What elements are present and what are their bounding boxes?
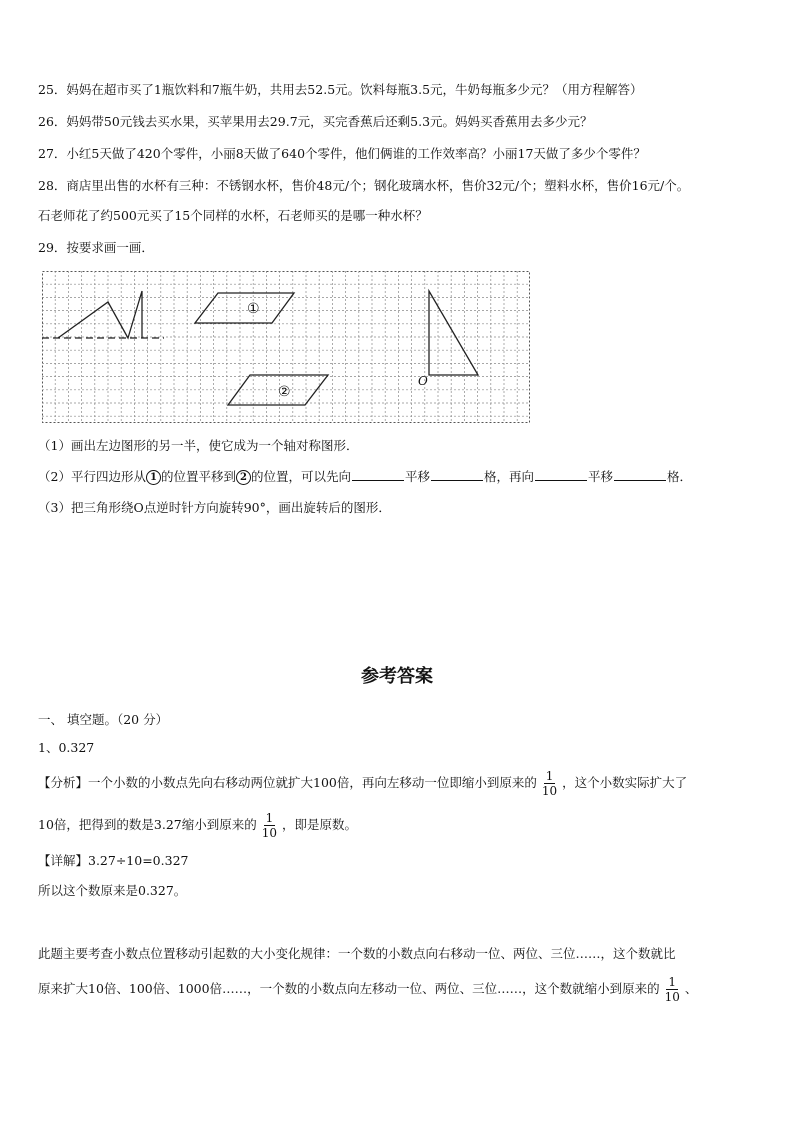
blank-direction-1[interactable] xyxy=(352,468,404,481)
circle-number-2: 2 xyxy=(236,470,251,485)
fraction-numerator: 1 xyxy=(545,769,554,783)
analysis-text-d: ，即是原数。 xyxy=(282,817,358,832)
question-28-line-1: 28．商店里出售的水杯有三种：不锈钢水杯，售价48元/个；钢化玻璃水杯，售价32元/个；塑料水杯，售价16元/个。 xyxy=(38,178,690,193)
summary-line-1: 此题主要考查小数点位置移动引起数的大小变化规律：一个数的小数点向右移动一位、两位、三位……，这个数就比 xyxy=(38,946,676,961)
sub-question-2-text-f: 平移 xyxy=(588,469,614,484)
sub-question-3: （3）把三角形绕O点逆时针方向旋转90°，画出旋转后的图形． xyxy=(38,500,391,515)
label-circle-2: ② xyxy=(278,384,291,400)
label-point-o: O xyxy=(418,374,428,388)
label-circle-1: ① xyxy=(247,301,260,317)
figure-shapes xyxy=(42,291,478,405)
sub-question-2-text-d: 平移 xyxy=(405,469,431,484)
question-27: 27．小红5天做了420个零件，小丽8天做了640个零件，他们俩谁的工作效率高？小丽17天做了多少个零件？ xyxy=(38,146,646,161)
sub-question-2-text-b: 的位置平移到 xyxy=(160,469,236,484)
question-26: 26．妈妈带50元钱去买水果，买苹果用去29.7元，买完香蕉后还剩5.3元。妈妈买香蕉用去多少元？ xyxy=(38,114,593,129)
answer-item-1: 1、0.327 xyxy=(38,740,95,755)
sub-question-2-text-a: （2）平行四边形从 xyxy=(38,469,146,484)
summary-text-c: 、 xyxy=(684,981,698,996)
grid-figure xyxy=(42,271,530,423)
fraction-numerator: 1 xyxy=(265,811,274,825)
blank-count-2[interactable] xyxy=(614,468,666,481)
summary-line-2 xyxy=(38,972,697,1006)
sub-question-1: （1）画出左边图形的另一半，使它成为一个轴对称图形． xyxy=(38,438,359,453)
fraction-numerator: 1 xyxy=(668,975,677,989)
analysis-text-a: 【分析】一个小数的小数点先向右移动两位就扩大100倍，再向左移动一位即缩小到原来的 xyxy=(38,775,537,790)
answer-section-heading: 一、 填空题。（20 分） xyxy=(38,712,169,727)
question-28-line-2: 石老师花了约500元买了15个同样的水杯，石老师买的是哪一种水杯？ xyxy=(38,208,428,223)
conclusion-line: 所以这个数原来是0.327。 xyxy=(38,883,187,898)
summary-text-b: 原来扩大10倍、100倍、1000倍……，一个数的小数点向左移动一位、两位、三位……，这个数就缩小到原来的 xyxy=(38,981,660,996)
fraction-one-tenth xyxy=(540,769,559,798)
circle-number-1: 1 xyxy=(146,470,161,485)
detail-line: 【详解】3.27÷10=0.327 xyxy=(38,853,189,868)
fraction-one-tenth xyxy=(663,975,682,1004)
question-29: 29．按要求画一画． xyxy=(38,240,154,255)
question-25: 25．妈妈在超市买了1瓶饮料和7瓶牛奶，共用去52.5元。饮料每瓶3.5元，牛奶每瓶多少元？（用方程解答） xyxy=(38,82,643,97)
sub-question-2-text-e: 格，再向 xyxy=(484,469,535,484)
triangle xyxy=(429,291,478,375)
blank-direction-2[interactable] xyxy=(535,468,587,481)
analysis-text-b: ，这个小数实际扩大了 xyxy=(562,775,688,790)
fraction-denominator: 10 xyxy=(261,826,278,840)
sub-question-2 xyxy=(38,468,692,485)
half-figure xyxy=(58,291,142,338)
blank-count-1[interactable] xyxy=(431,468,483,481)
sub-question-2-text-c: 的位置，可以先向 xyxy=(250,469,351,484)
fraction-one-tenth xyxy=(260,811,279,840)
analysis-line-2 xyxy=(38,808,357,842)
answer-title: 参考答案 xyxy=(361,666,433,687)
analysis-line-1 xyxy=(38,766,687,800)
grid-lines xyxy=(42,271,530,423)
sub-question-2-text-g: 格． xyxy=(667,469,693,484)
fraction-denominator: 10 xyxy=(541,784,558,798)
fraction-denominator: 10 xyxy=(664,990,680,1004)
analysis-text-c: 10倍，把得到的数是3.27缩小到原来的 xyxy=(38,817,257,832)
